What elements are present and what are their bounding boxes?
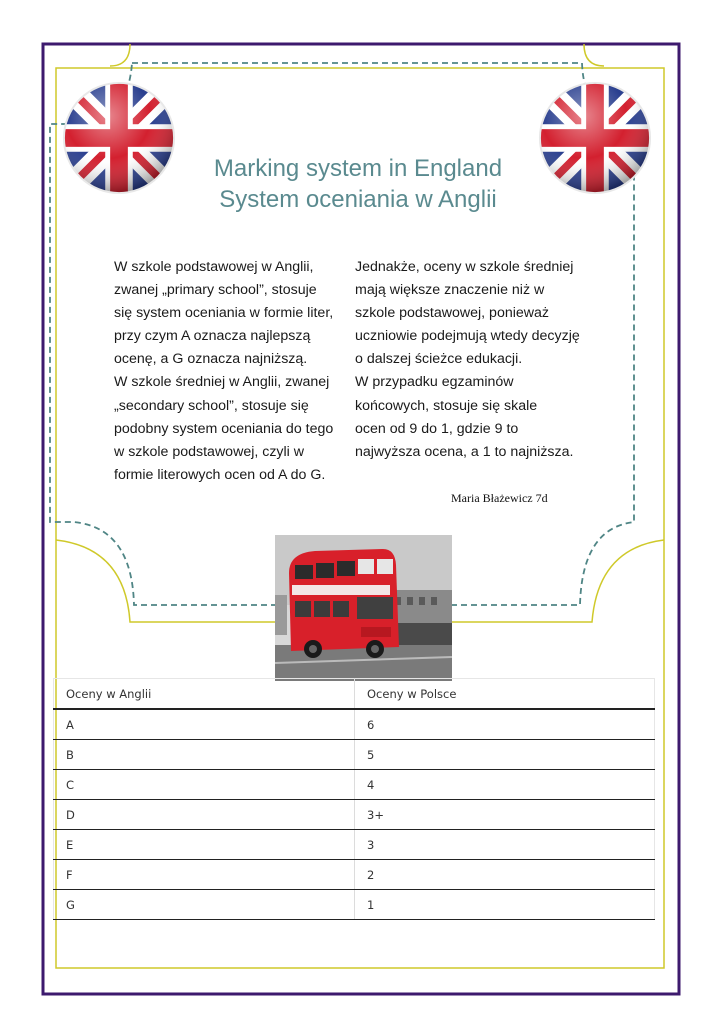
title-polish: System oceniania w Anglii (219, 186, 497, 213)
body-right-column: Jednakże, oceny w szkole średniej mają większe znaczenie niż w szkole podstawowej, ponieważ uczniowie podejmują wtedy decyzję o dalszej ścieżce edukacji. W przypadku egzaminów końcowych, stosuje się skale ocen od 9 do 1, gdzie 9 to najwyższa ocena, a 1 to najniższa. (355, 259, 580, 460)
header-polish-grades: Oceny w Polsce (355, 679, 655, 710)
bus-photo (275, 535, 452, 681)
english-grade-cell: G (54, 890, 355, 920)
author-signature: Maria Błażewicz 7d (451, 491, 548, 505)
polish-grade-cell: 3+ (355, 800, 655, 830)
polish-grade-cell: 2 (355, 860, 655, 890)
polish-grade-cell: 6 (355, 709, 655, 740)
table-row (54, 709, 655, 740)
english-grade-cell: D (54, 800, 355, 830)
grades-table (53, 678, 655, 920)
polish-grade-cell: 5 (355, 740, 655, 770)
polish-grade-cell: 1 (355, 890, 655, 920)
red-double-decker-bus-photo (275, 535, 452, 681)
table-row (54, 860, 655, 890)
table-row (54, 800, 655, 830)
body-left-column: W szkole podstawowej w Anglii, zwanej „primary school”, stosuje się system oceniania w formie liter, przy czym A oznacza najlepszą ocenę, a G oznacza najniższą. W szkole średniej w Anglii, zwanej „secondary school”, stosuje się podobny system oceniania do tego w szkole podstawowej, czyli w formie literowych ocen od A do G. (114, 259, 334, 483)
english-grade-cell: A (54, 709, 355, 740)
title-english: Marking system in England (213, 155, 503, 182)
english-grade-cell: B (54, 740, 355, 770)
header-english-grades: Oceny w Anglii (54, 679, 355, 710)
english-grade-cell: F (54, 860, 355, 890)
table-header-row (54, 679, 655, 710)
english-grade-cell: C (54, 770, 355, 800)
table-row (54, 770, 655, 800)
table-row (54, 830, 655, 860)
english-grade-cell: E (54, 830, 355, 860)
polish-grade-cell: 3 (355, 830, 655, 860)
page-title (150, 153, 566, 215)
table-row (54, 890, 655, 920)
table-row (54, 740, 655, 770)
polish-grade-cell: 4 (355, 770, 655, 800)
